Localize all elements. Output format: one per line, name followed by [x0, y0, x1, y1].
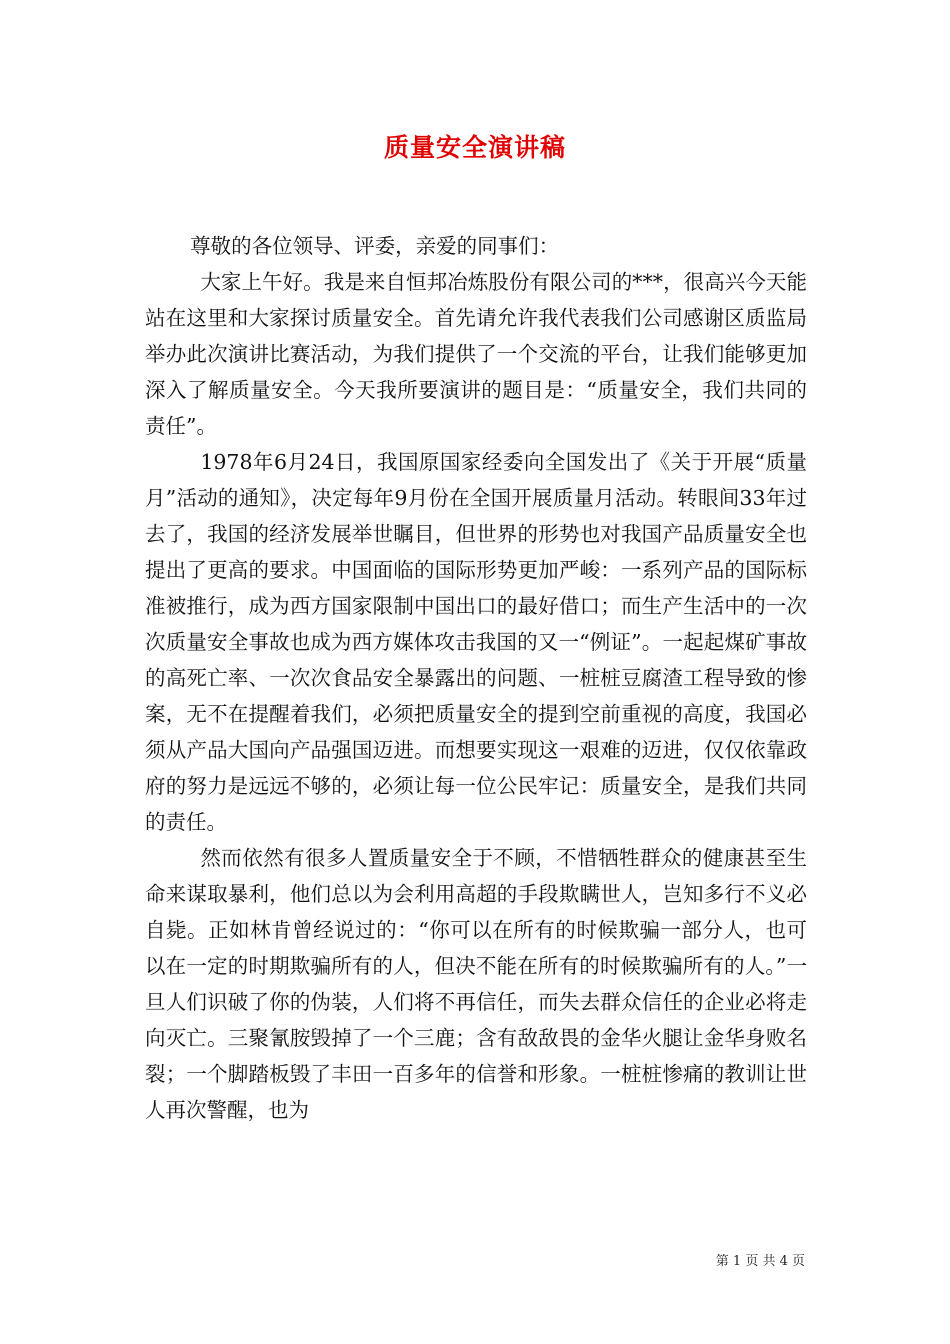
paragraph-3: 然而依然有很多人置质量安全于不顾，不惜牺牲群众的健康甚至生命来谋取暴利，他们总以为会利用高超的手段欺瞒世人，岂知多行不义必自毙。正如林肯曾经说过的：“你可以在所有的时候欺骗一部分人，也可以在一定的时期欺骗所有的人，但决不能在所有的时候欺骗所有的人。”一旦人们识破了你的伪装，人们将不再信任，而失去群众信任的企业必将走向灭亡。三聚氰胺毁掉了一个三鹿；含有敌敌畏的金华火腿让金华身败名裂；一个脚踏板毁了丰田一百多年的信誉和形象。一桩桩惨痛的教训让世人再次警醒，也为 [145, 846, 807, 1122]
salutation: 尊敬的各位领导、评委，亲爱的同事们： [190, 234, 560, 258]
paragraph-1: 大家上午好。我是来自恒邦冶炼股份有限公司的***，很高兴今天能站在这里和大家探讨质量安全。首先请允许我代表我们公司感谢区质监局举办此次演讲比赛活动，为我们提供了一个交流的平台，让我们能够更加深入了解质量安全。今天我所要演讲的题目是：“质量安全，我们共同的责任”。 [145, 270, 807, 438]
document-body [145, 228, 807, 1128]
paragraph-2: 1978年6月24日，我国原国家经委向全国发出了《关于开展“质量月”活动的通知》，决定每年9月份在全国开展质量月活动。转眼间33年过去了，我国的经济发展举世瞩目，但世界的形势也对我国产品质量安全也提出了更高的要求。中国面临的国际形势更加严峻：一系列产品的国际标准被推行，成为西方国家限制中国出口的最好借口；而生产生活中的一次次质量安全事故也成为西方媒体攻击我国的又一“例证”。一起起煤矿事故的高死亡率、一次次食品安全暴露出的问题、一桩桩豆腐渣工程导致的惨案，无不在提醒着我们，必须把质量安全的提到空前重视的高度，我国必须从产品大国向产品强国迈进。而想要实现这一艰难的迈进，仅仅依靠政府的努力是远远不够的，必须让每一位公民牢记：质量安全，是我们共同的责任。 [145, 450, 807, 834]
page-number-footer: 第 1 页 共 4 页 [715, 1254, 805, 1269]
document-title: 质量安全演讲稿 [383, 133, 566, 162]
